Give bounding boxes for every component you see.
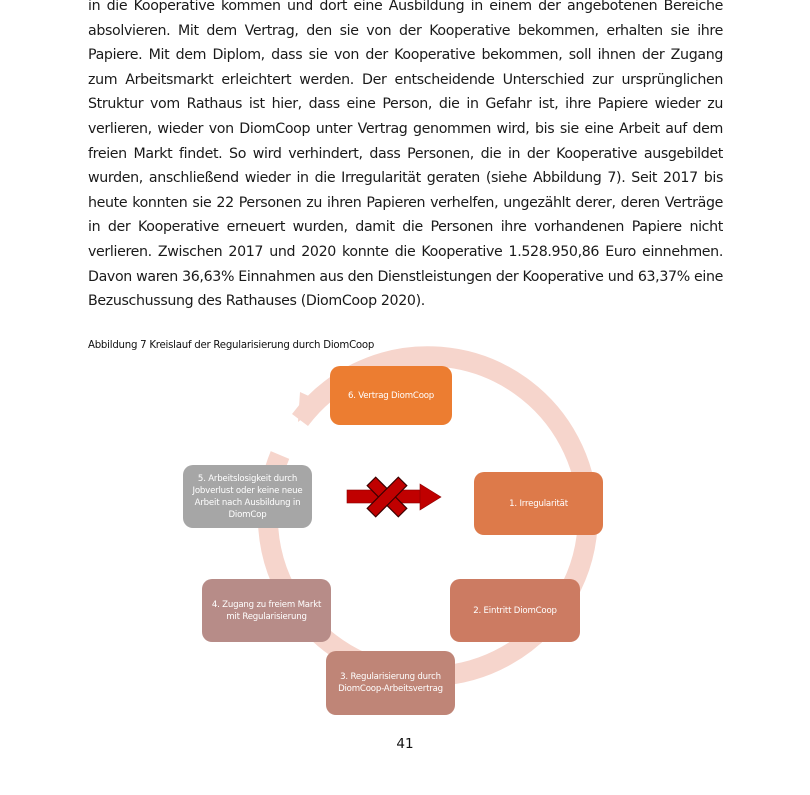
page-number: 41 (396, 736, 414, 752)
step-2-eintritt-box (450, 579, 580, 642)
figure-caption: Abbildung 7 Kreislauf der Regularisierung durch DiomCoop (88, 340, 375, 351)
step-4-label: 4. Zugang zu freiem Markt mit Regularisierung (211, 599, 322, 622)
step-3-regularisierung-box (326, 651, 455, 715)
step-1-irregularitaet-box (474, 472, 603, 535)
step-5-arbeitslosigkeit-box (183, 465, 312, 528)
body-paragraph: in die Kooperative kommen und dort eine Ausbildung in einem der angebotenen Bereiche absolvieren. Mit dem Vertrag, den sie von der Kooperative bekommen, erhalten sie ihre Papiere. Mit dem Diplom, dass sie von der Kooperative bekommen, soll ihnen der Zugang zum Arbeitsmarkt erleichtert werden. Der entscheidende Unterschied zur ursprünglichen Struktur vom Rathaus ist hier, dass eine Person, die in Gefahr ist, ihre Papiere wieder zu verlieren, wieder von DiomCoop unter Vertrag genommen wird, bis sie eine Arbeit auf dem freien Markt findet. So wird verhindert, dass Personen, die in der Kooperative ausgebildet wurden, anschließend wieder in die Irregularität geraten (siehe Abbildung 7). Seit 2017 bis heute konnten sie 22 Personen zu ihren Papieren verhelfen, ungezählt derer, deren Verträge in der Kooperative erneuert wurden, damit die Personen ihre vorhandenen Papiere nicht verlieren. Zwischen 2017 und 2020 konnte die Kooperative 1.528.950,86 Euro einnehmen. Davon waren 36,63% Einnahmen aus den Dienstleistungen der Kooperative und 63,37% eine Bezuschussung des Rathauses (DiomCoop 2020). (88, 0, 723, 310)
step-4-zugang-box (202, 579, 331, 642)
step-5-label: 5. Arbeitslosigkeit durch Jobverlust oder keine neue Arbeit nach Ausbildung in DiomCop (192, 473, 303, 520)
step-6-vertrag-box (330, 366, 452, 425)
step-6-label: 6. Vertrag DiomCoop (347, 390, 435, 401)
step-2-label: 2. Eintritt DiomCoop (473, 605, 557, 616)
step-3-label: 3. Regularisierung durch DiomCoop-Arbeitsvertrag (338, 672, 443, 694)
step-1-label: 1. Irregularität (509, 498, 568, 509)
